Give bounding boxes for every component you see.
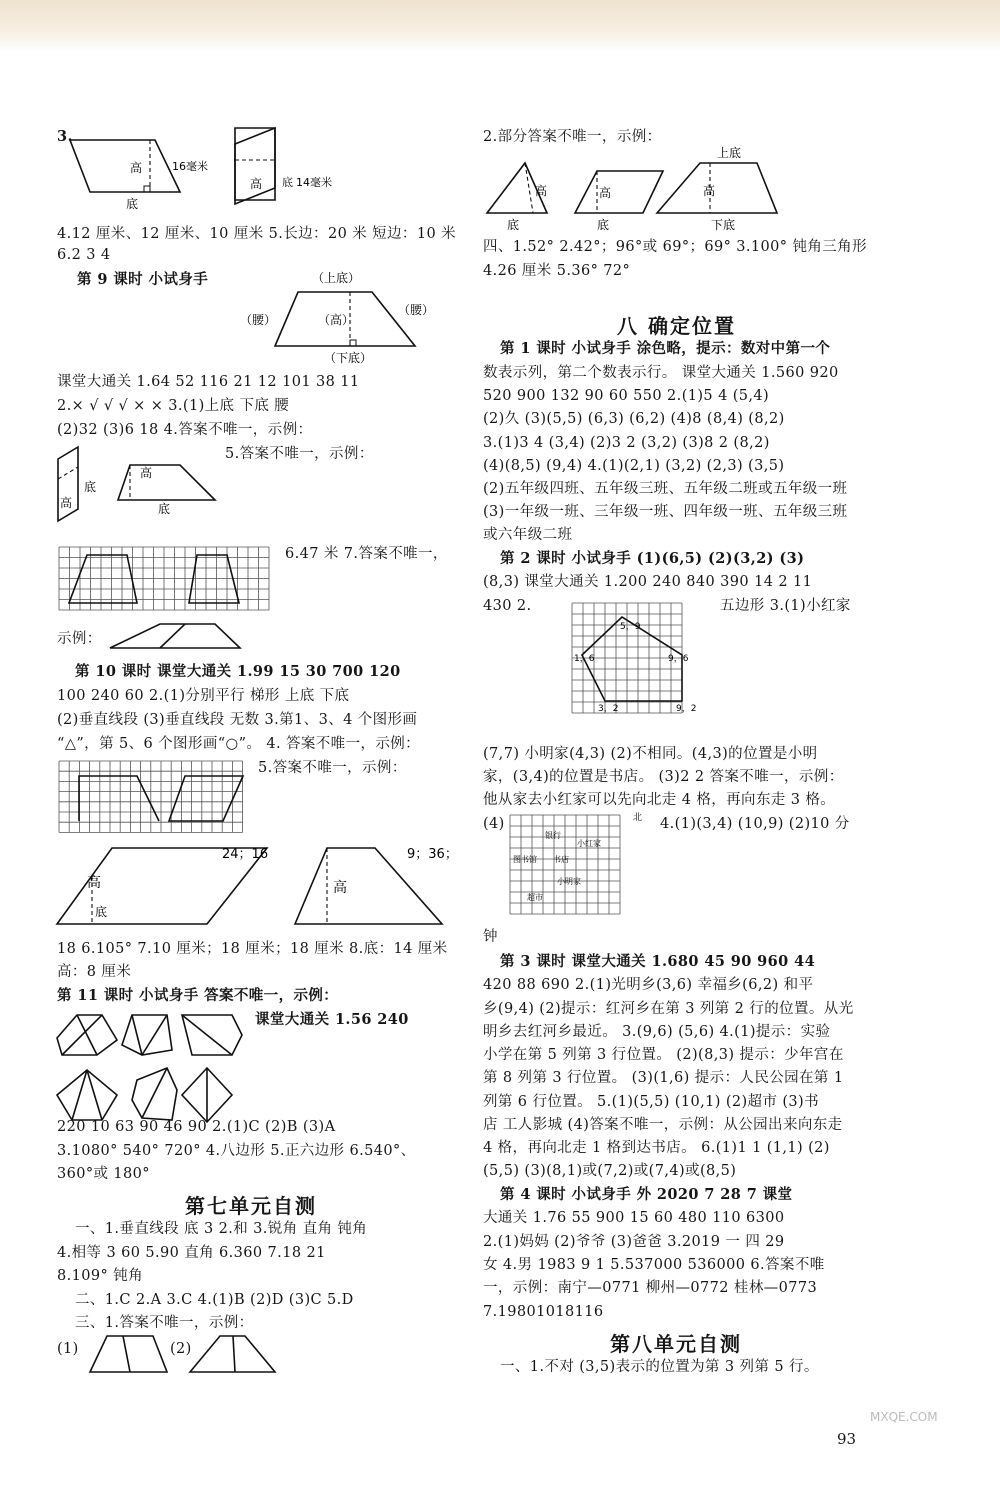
lesson2-line-f: 家，(3,4)的位置是书店。 (3)2 2 答案不唯一，示例： xyxy=(483,769,844,785)
right-line-4b: 4.26 厘米 5.36° 72° xyxy=(483,263,631,279)
unit8-test-line-a: 一、1.不对 (3,5)表示的位置为第 3 列第 5 行。 xyxy=(500,1359,819,1375)
label-bottom-r: 下底 xyxy=(711,218,736,232)
watermark: MXQE.COM xyxy=(870,1410,938,1424)
lesson4-line-d: 女 4.男 1983 9 1 5.537000 536000 6.答案不唯 xyxy=(483,1257,825,1273)
map-xiaohong-home: 小红家 xyxy=(577,839,601,848)
top-band xyxy=(0,0,1000,52)
lesson2-line-h: (4) xyxy=(483,816,505,832)
label-di-r1: 底 xyxy=(507,218,520,232)
lesson4-line-f: 7.19801018116 xyxy=(483,1304,604,1320)
unit7-figures xyxy=(85,1328,285,1378)
label-24-16: 24；16 xyxy=(222,847,269,862)
lesson10-line-c: (2)垂直线段 (3)垂直线段 无数 3.第1、3、4 个图形画 xyxy=(57,712,418,728)
lesson3-line-j: (5,5) (3)(8,1)或(7,2)或(7,4)或(8,5) xyxy=(483,1163,737,1179)
u8-line-c: 520 900 132 90 60 550 2.(1)5 4 (5,4) xyxy=(483,388,770,404)
pt-9-2: 9，2 xyxy=(676,704,697,714)
u8-line-b: 数表示列，第二个数表示行。 课堂大通关 1.560 920 xyxy=(483,365,839,381)
grid-trapezoids xyxy=(57,545,277,617)
lesson3-line-h: 店 工人影城 (4)答案不唯一，示例：从公园出来向东走 xyxy=(483,1117,843,1133)
lesson2-line-a: 第 2 课时 小试身手 (1)(6,5) (2)(3,2) (3) xyxy=(500,550,805,567)
label-gao-2: 高 xyxy=(250,177,263,191)
lesson9-line-d: 5.答案不唯一，示例： xyxy=(225,446,374,462)
right-height-figures xyxy=(485,143,805,233)
u8-line-a: 第 1 课时 小试身手 涂色略，提示：数对中第一个 xyxy=(500,340,831,357)
lesson10-line-e: 5.答案不唯一，示例： xyxy=(258,760,407,776)
pt-5-9: 5，9 xyxy=(620,622,641,632)
lesson3-line-a: 第 3 课时 课堂大通关 1.680 45 90 960 44 xyxy=(500,953,816,970)
unit7-line-c: 8.109° 钝角 xyxy=(57,1268,143,1284)
parallelogram-shape xyxy=(70,140,180,192)
label-bottom-base: （下底） xyxy=(324,351,373,365)
q4-figures xyxy=(50,445,250,525)
label-gao-a: 高 xyxy=(60,496,73,510)
unit7-fig-label-2: (2) xyxy=(170,1341,192,1357)
lesson4-line-c: 2.(1)妈妈 (2)爷爷 (3)爸爸 3.2019 一 四 29 xyxy=(483,1234,785,1250)
lesson3-line-b: 420 88 690 2.(1)光明乡(3,6) 幸福乡(6,2) 和平 xyxy=(483,977,814,993)
label-gao-r3: 高 xyxy=(703,184,716,198)
lesson3-line-d: 明乡去红河乡最近。 3.(9,6) (5,6) 4.(1)提示：实验 xyxy=(483,1024,831,1040)
label-di: 底 xyxy=(126,197,139,211)
right-line-2: 2.部分答案不唯一，示例： xyxy=(483,129,662,145)
label-gao-b: 高 xyxy=(140,466,153,480)
unit8-test-title: 第八单元自测 xyxy=(610,1332,742,1356)
polygon-divisions xyxy=(57,1010,257,1125)
lesson11-line-a: 课堂大通关 1.56 240 xyxy=(255,1011,409,1028)
unit7-fig-label-1: (1) xyxy=(57,1341,79,1357)
label-di-c: 底 xyxy=(95,905,108,919)
label-di-a: 底 xyxy=(84,480,97,494)
parallelogram-vertical xyxy=(235,128,275,204)
lesson2-line-d: 五边形 3.(1)小红家 xyxy=(720,598,851,614)
unit7-line-a: 一、1.垂直线段 底 3 2.和 3.锐角 直角 钝角 xyxy=(75,1221,368,1237)
label-top-base: （上底） xyxy=(312,271,361,285)
label-di-r2: 底 xyxy=(597,218,610,232)
lesson3-line-c: 乡(9,4) (2)提示：红河乡在第 3 列第 2 行的位置。从光 xyxy=(483,1001,854,1017)
map-bank: 银行 xyxy=(545,831,561,840)
q5-figures xyxy=(57,842,458,934)
lesson4-line-e: 一，示例：南宁—0771 柳州—0772 桂林—0773 xyxy=(483,1280,818,1296)
u8-line-i: 或六年级二班 xyxy=(483,527,573,543)
map-supermarket: 超市 xyxy=(527,893,543,902)
north-marker: 北 xyxy=(633,813,643,823)
label-di-2: 底 xyxy=(282,176,293,189)
lesson2-line-g: 他从家去小红家可以先向北走 4 格，再向东走 3 格。 xyxy=(483,792,836,808)
label-gao: 高 xyxy=(130,161,143,175)
trapezoid-labeled xyxy=(240,270,440,370)
lesson3-line-e: 小学在第 5 列第 3 行位置。 (2)(8,3) 提示：少年宫在 xyxy=(483,1047,844,1063)
label-top-r: 上底 xyxy=(717,146,742,160)
unit7-line-d: 二、1.C 2.A 3.C 4.(1)B (2)D (3)C 5.D xyxy=(75,1292,354,1308)
unit7-line-e: 三、1.答案不唯一，示例： xyxy=(75,1315,254,1331)
pentagon-grid xyxy=(560,595,710,735)
label-14mm: 14毫米 xyxy=(296,176,332,189)
lesson10-line-a: 第 10 课时 课堂大通关 1.99 15 30 700 120 xyxy=(75,663,401,680)
unit7-line-b: 4.相等 3 60 5.90 直角 6.360 7.18 21 xyxy=(57,1245,326,1261)
lesson9-line-a: 课堂大通关 1.64 52 116 21 12 101 38 11 xyxy=(57,374,360,390)
answer-4-5: 4.12 厘米、12 厘米、10 厘米 5.长边：20 米 短边：10 米 xyxy=(57,226,456,242)
lesson11-heading: 第 11 课时 小试身手 答案不唯一，示例： xyxy=(57,987,339,1004)
lesson9-line-e: 6.47 米 7.答案不唯一， xyxy=(285,546,448,562)
label-gao-r1: 高 xyxy=(535,184,548,198)
u8-line-g: (2)五年级四班、五年级三班、五年级二班或五年级一班 xyxy=(483,481,848,497)
unit8-title: 八 确定位置 xyxy=(617,314,736,338)
lesson9-line-c: (2)32 (3)6 18 4.答案不唯一，示例： xyxy=(57,422,313,438)
u8-line-e: 3.(1)3 4 (3,4) (2)3 2 (3,2) (3)8 2 (8,2) xyxy=(483,435,770,451)
grid-figures-10 xyxy=(57,758,247,833)
lesson3-line-i: 4 格，再向北走 1 格到达书店。 6.(1)1 1 (1,1) (2) xyxy=(483,1140,830,1156)
map-xiaoming-home: 小明家 xyxy=(557,877,581,886)
lesson11-line-c: 3.1080° 540° 720° 4.八边形 5.正六边形 6.540°、 xyxy=(57,1143,416,1159)
label-16mm: 16毫米 xyxy=(172,160,208,173)
pt-3-2: 3，2 xyxy=(598,704,619,714)
label-9-36: 9；36； xyxy=(407,847,458,862)
lesson10-line-g: 高：8 厘米 xyxy=(57,964,132,980)
lesson11-line-d: 360°或 180° xyxy=(57,1166,150,1182)
q3-figures xyxy=(60,120,400,220)
lesson11-line-b: 220 10 63 90 46 90 2.(1)C (2)B (3)A xyxy=(57,1119,336,1135)
answer-6: 6.2 3 4 xyxy=(57,247,111,263)
lesson4-line-b: 大通关 1.76 55 900 15 60 480 110 6300 xyxy=(483,1210,785,1226)
lesson2-line-j: 钟 xyxy=(483,929,498,945)
lesson2-line-b: (8,3) 课堂大通关 1.200 240 840 390 14 2 11 xyxy=(483,574,813,590)
label-gao-c: 高 xyxy=(87,875,101,891)
lesson2-line-e: (7,7) 小明家(4,3) (2)不相同。(4,3)的位置是小明 xyxy=(483,746,818,762)
u8-line-f: (4)(8,5) (9,4) 4.(1)(2,1) (3,2) (2,3) (3,5) xyxy=(483,458,785,474)
example-parallelogram xyxy=(100,618,240,654)
map-grid xyxy=(505,810,655,920)
lesson2-line-i: 4.(1)(3,4) (10,9) (2)10 分 xyxy=(660,816,850,832)
lesson10-line-d: “△”，第 5、6 个图形画“○”。 4. 答案不唯一，示例： xyxy=(57,736,421,752)
pt-9-6: 9，6 xyxy=(668,654,689,664)
right-line-4a: 四、1.52° 2.42°；96°或 69°；69° 3.100° 钝角三角形 xyxy=(483,239,867,255)
label-height: （高） xyxy=(318,313,355,327)
lesson10-line-b: 100 240 60 2.(1)分别平行 梯形 上底 下底 xyxy=(57,688,350,704)
q3-label: 3. xyxy=(57,128,73,145)
lesson9-line-b: 2.× √ √ √ × × 3.(1)上底 下底 腰 xyxy=(57,398,290,414)
u8-line-d: (2)久 (3)(5,5) (6,3) (6,2) (4)8 (8,4) (8,2) xyxy=(483,411,785,427)
page-number: 93 xyxy=(837,1430,857,1448)
pt-1-6: 1，6 xyxy=(574,654,595,664)
lesson4-line-a: 第 4 课时 小试身手 外 2020 7 28 7 课堂 xyxy=(500,1186,793,1203)
u8-line-h: (3)一年级一班、三年级一班、四年级一班、五年级三班 xyxy=(483,504,848,520)
label-gao-d: 高 xyxy=(333,880,347,896)
lesson10-line-f: 18 6.105° 7.10 厘米；18 厘米；18 厘米 8.底：14 厘米 xyxy=(57,941,448,957)
unit7-test-title: 第七单元自测 xyxy=(185,1194,317,1218)
map-library: 图书馆 xyxy=(513,855,537,864)
lesson3-line-f: 第 8 列第 3 行位置。 (3)(1,6) 提示：人民公园在第 1 xyxy=(483,1070,844,1086)
lesson9-heading: 第 9 课时 小试身手 xyxy=(77,271,209,288)
label-leg-left: （腰） xyxy=(240,313,277,327)
label-di-b: 底 xyxy=(158,502,171,516)
lesson2-line-c: 430 2. xyxy=(483,598,532,614)
lesson3-line-g: 列第 6 行位置。 5.(1)(5,5) (10,1) (2)超市 (3)书 xyxy=(483,1094,820,1110)
map-bookstore: 书店 xyxy=(553,855,569,864)
lesson9-line-f: 示例： xyxy=(57,631,102,647)
label-leg-right: （腰） xyxy=(398,303,435,317)
label-gao-r2: 高 xyxy=(599,186,612,200)
